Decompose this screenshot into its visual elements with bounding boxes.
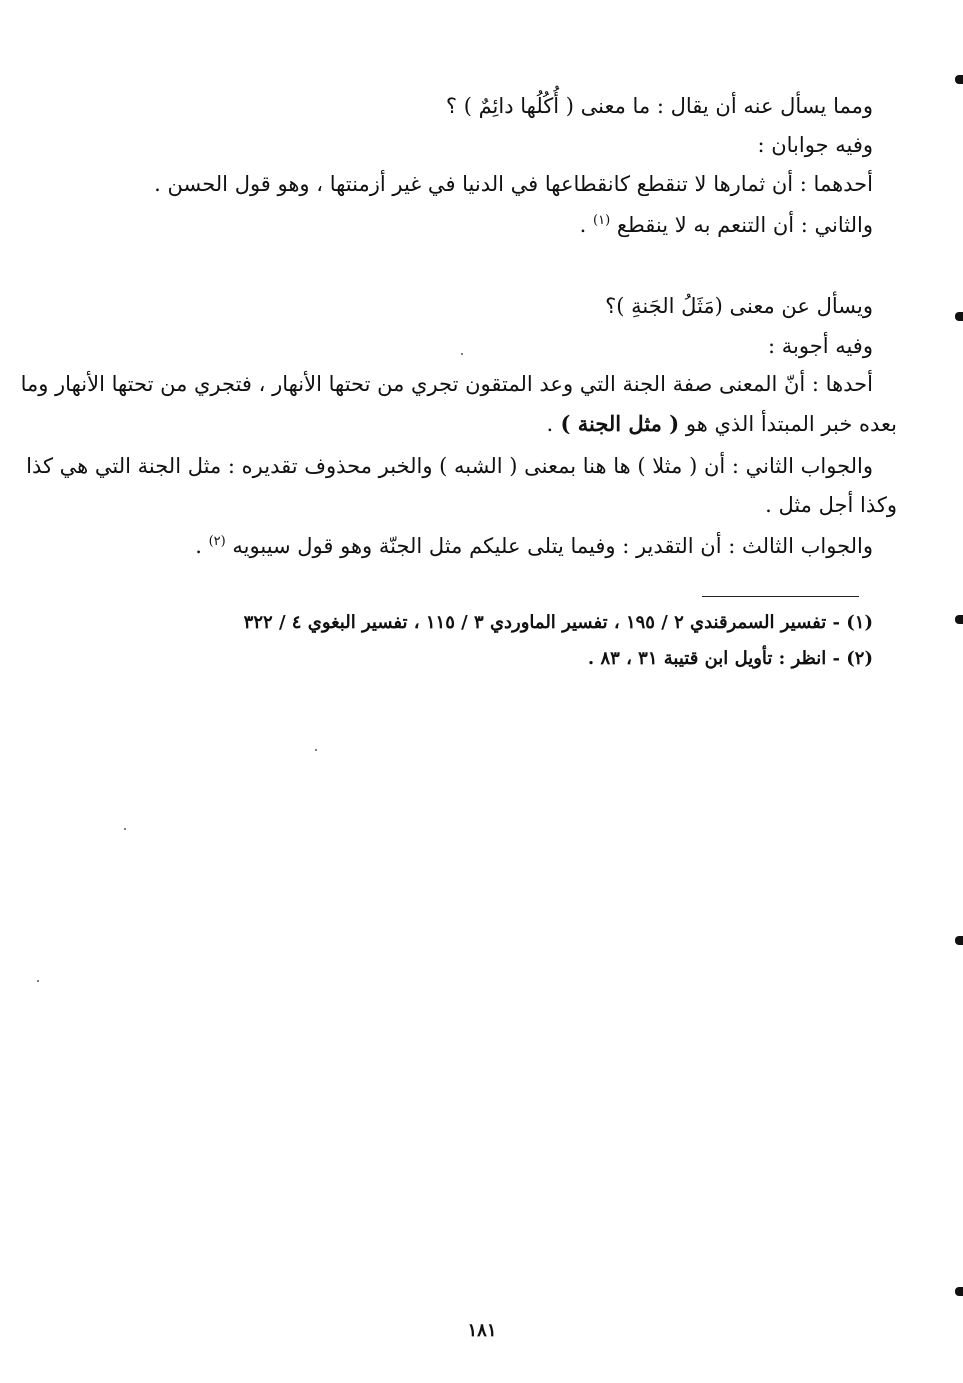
scan-speck — [124, 828, 126, 830]
answer-first-line: أحدهما : أن ثمارها لا تنقطع كانقطاعها في الدنيا في غير أزمنتها ، وهو قول الحسن . — [154, 172, 873, 196]
answers-intro-line-1: وفيه جوابان : — [757, 133, 873, 157]
scan-speck — [461, 353, 463, 355]
answer-one-line-1: أحدها : أنّ المعنى صفة الجنة التي وعد المتقون تجري من تحتها الأنهار ، فتجري من تحتها الأنهار وما — [20, 372, 873, 396]
question-line-2: ويسأل عن معنى (مَثَلُ الجَنةِ )؟ — [605, 294, 873, 318]
answer-three-text: والجواب الثالث : أن التقدير : وفيما يتلى عليكم مثل الجنّة وهو قول سيبويه — [232, 534, 873, 558]
answer-one-line-2 — [546, 408, 897, 440]
answer-one-text: بعده خبر المبتدأ الذي هو — [685, 412, 897, 436]
footnote-ref-2: (٢) — [208, 534, 226, 549]
scan-edge-mark — [955, 936, 963, 945]
scan-edge-mark — [955, 75, 963, 84]
footnote-separator — [702, 596, 859, 597]
footnote-ref-1: (١) — [593, 213, 611, 228]
answer-one-bold: ( مثل الجنة ) — [553, 411, 680, 436]
scan-speck — [315, 749, 317, 751]
answer-three-end: . — [195, 534, 202, 558]
answer-second-text: والثاني : أن التنعم به لا ينقطع — [616, 213, 873, 237]
footnote-1: (١) - تفسير السمرقندي ٢ / ١٩٥ ، تفسير الماوردي ٣ / ١١٥ ، تفسير البغوي ٤ / ٣٢٢ — [243, 612, 873, 633]
answer-second-end: . — [579, 213, 587, 237]
question-line-1: ومما يسأل عنه أن يقال : ما معنى ( أُكُلُها دائِمٌ ) ؟ — [445, 94, 873, 118]
scan-edge-mark — [955, 615, 963, 624]
answers-intro-line-2: وفيه أجوبة : — [768, 334, 873, 358]
answer-second-line — [580, 209, 873, 241]
scan-speck — [37, 980, 39, 982]
answer-two-line-2: وكذا أجل مثل . — [765, 493, 897, 517]
scan-edge-mark — [955, 312, 963, 321]
footnote-2: (٢) - انظر : تأويل ابن قتيبة ٣١ ، ٨٣ . — [587, 648, 873, 669]
page-number: ١٨١ — [467, 1320, 497, 1341]
answer-two-line-1: والجواب الثاني : أن ( مثلا ) ها هنا بمعنى ( الشبه ) والخبر محذوف تقديره : مثل الجنة التي هي كذا — [26, 454, 873, 478]
answer-one-end: . — [546, 412, 554, 436]
answer-three-line — [195, 530, 873, 562]
scan-edge-mark — [955, 1287, 963, 1296]
